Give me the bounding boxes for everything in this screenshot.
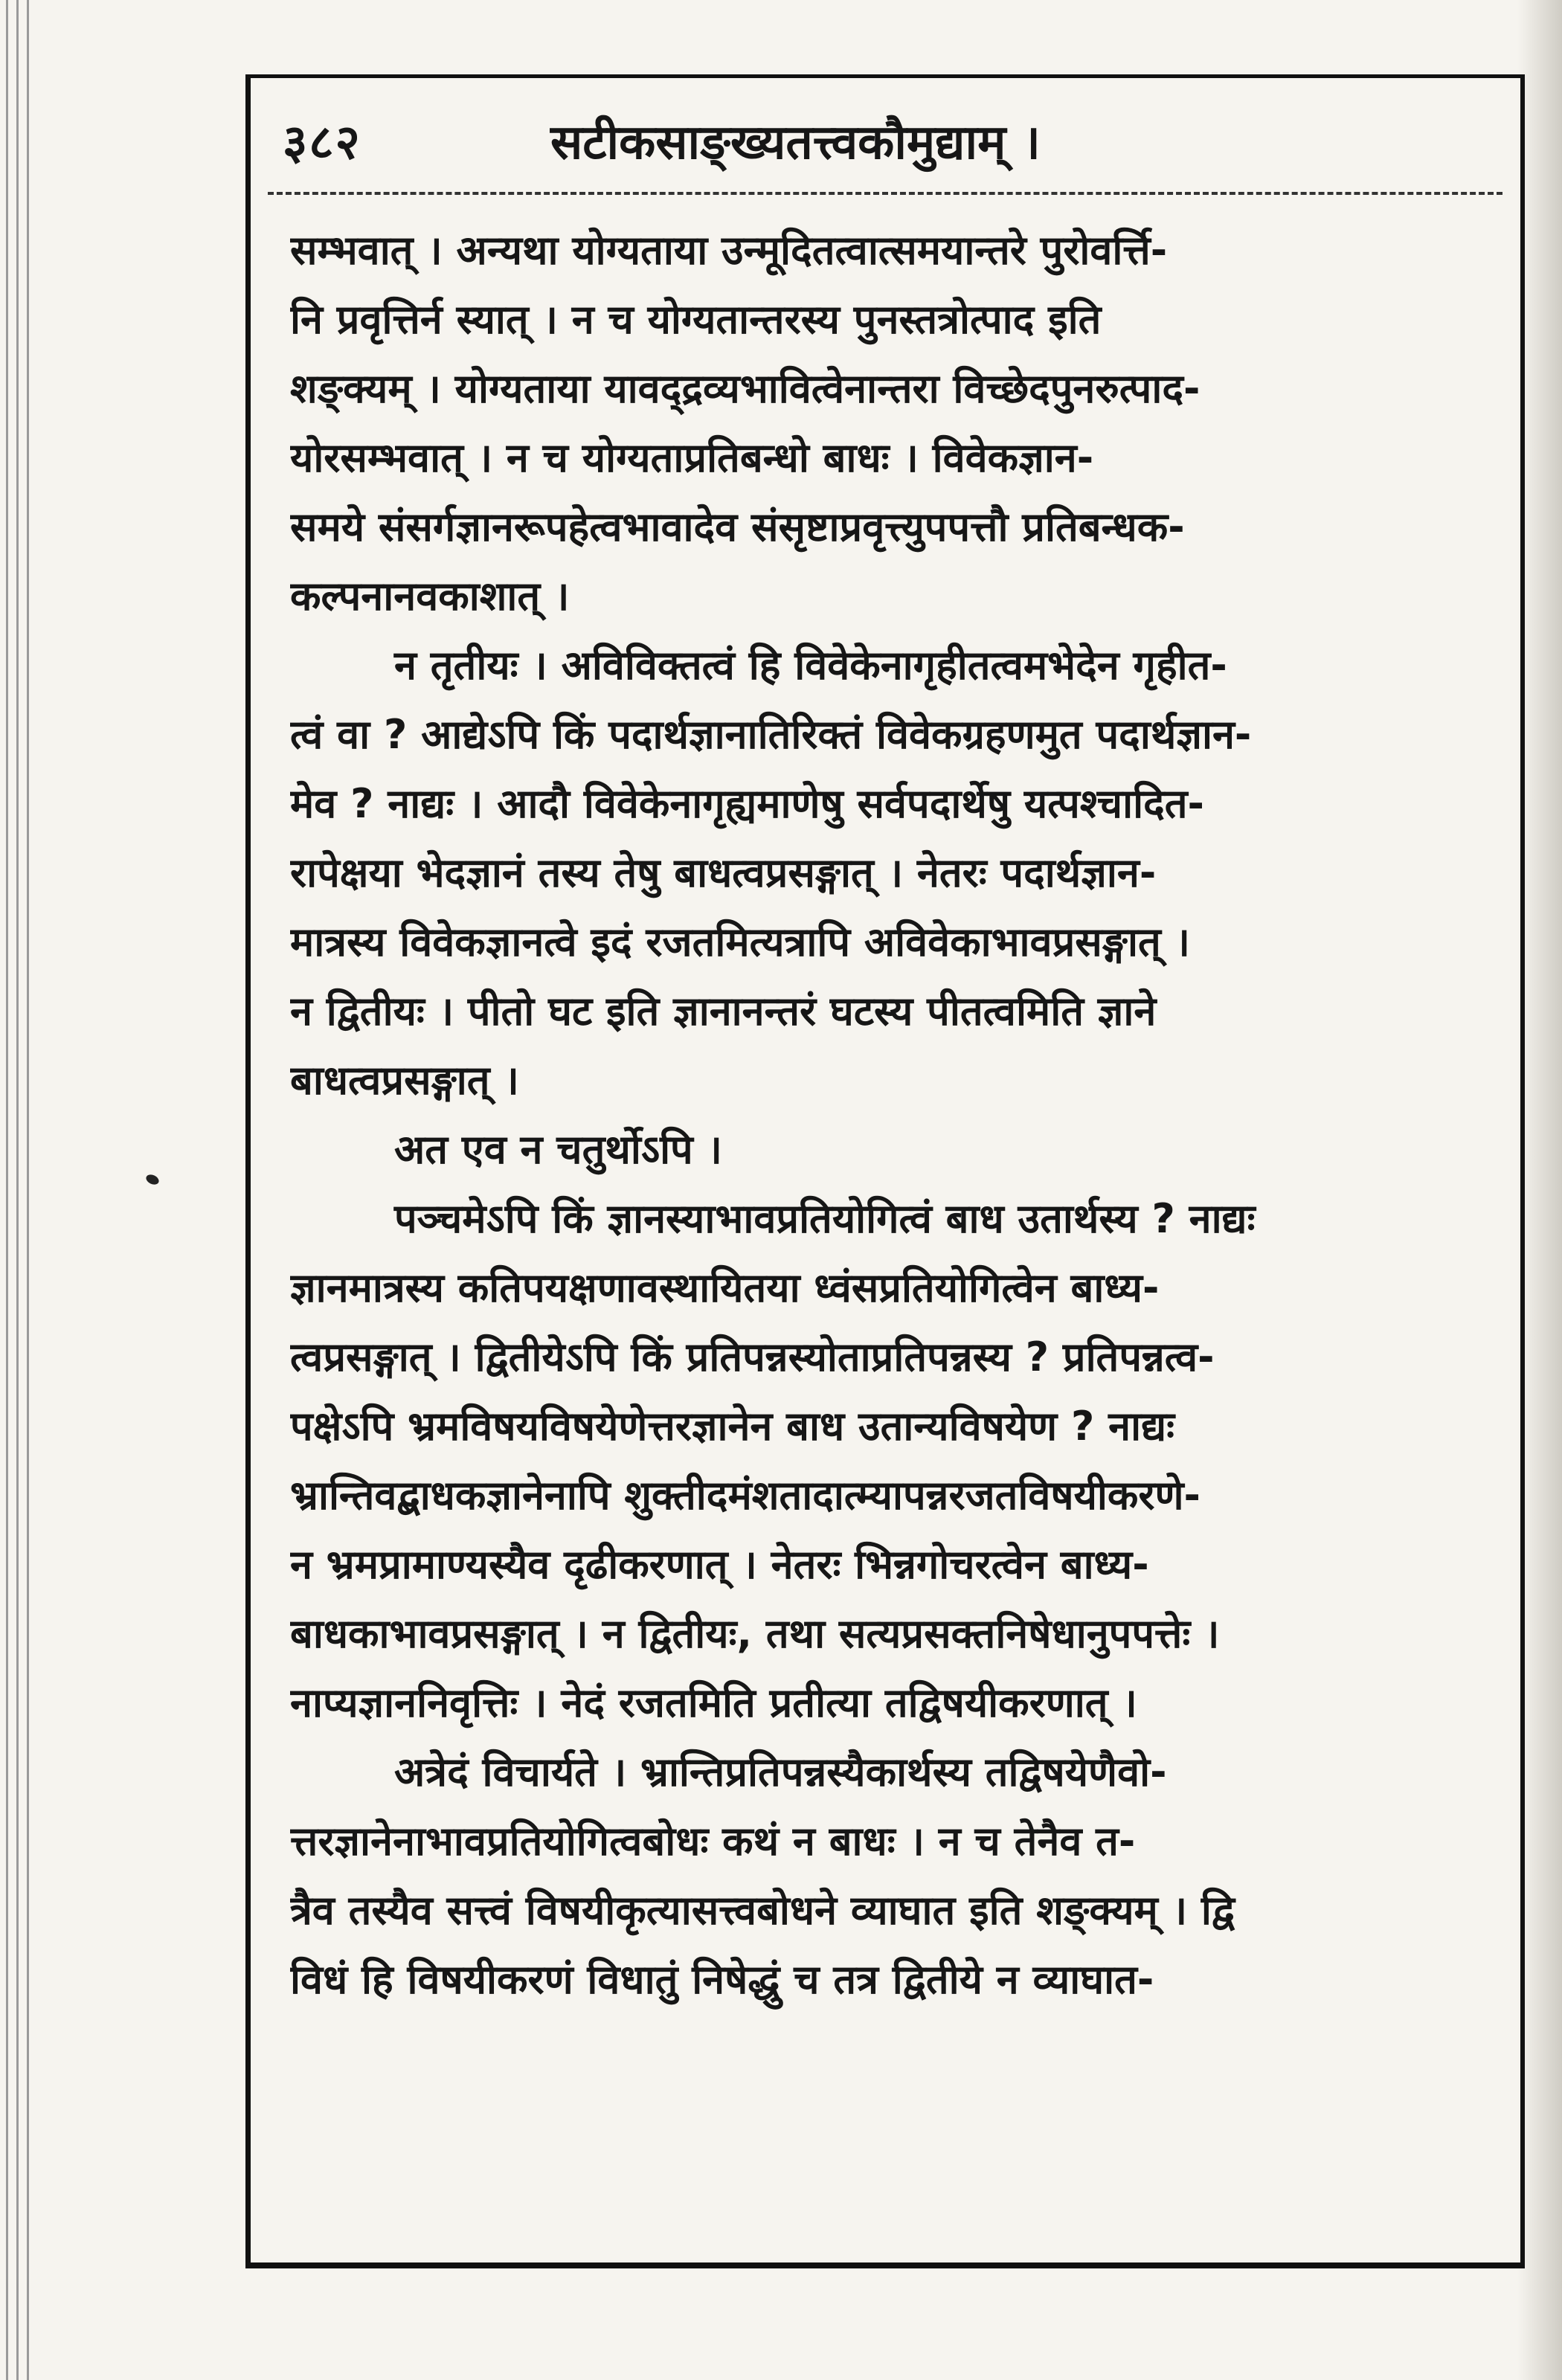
running-title: सटीकसाङ्ख्यतत्त्वकौमुद्याम् ।	[550, 115, 1041, 170]
text-line: बाधकाभावप्रसङ्गात् । न द्वितीयः, तथा सत्यप्रसक्तनिषेधानुपपत्तेः ।	[290, 1610, 1220, 1657]
text-line: न द्वितीयः । पीतो घट इति ज्ञानानन्तरं घटस्य पीतत्वमिति ज्ञाने	[290, 988, 1157, 1035]
ink-mark	[144, 1173, 160, 1186]
text-line: सम्भवात् । अन्यथा योग्यताया उन्मूदितत्वात्समयान्तरे पुरोवर्त्ति-	[290, 227, 1168, 274]
text-line: ज्ञानमात्रस्य कतिपयक्षणावस्थायितया ध्वंसप्रतियोगित्वेन बाध्य-	[290, 1264, 1160, 1311]
text-line: बाधत्वप्रसङ्गात् ।	[290, 1057, 519, 1104]
text-line: न भ्रमप्रामाण्यस्यैव दृढीकरणात् । नेतरः भिन्नगोचरत्वेन बाध्य-	[290, 1541, 1149, 1588]
text-line: रापेक्षया भेदज्ञानं तस्य तेषु बाधत्वप्रसङ्गात् । नेतरः पदार्थज्ञान-	[290, 849, 1157, 896]
page-header	[268, 100, 1502, 182]
text-line: विधं हि विषयीकरणं विधातुं निषेद्धुं च तत्र द्वितीये न व्याघात-	[290, 1956, 1154, 2003]
text-line: नाप्यज्ञाननिवृत्तिः । नेदं रजतमिति प्रतीत्या तद्विषयीकरणात् ।	[290, 1679, 1137, 1726]
paragraph-start-line: अत्रेदं विचार्यते । भ्रान्तिप्रतिपन्नस्यैकार्थस्य तद्विषयेणैवो-	[394, 1749, 1167, 1795]
text-line: भ्रान्तिवद्बाधकज्ञानेनापि शुक्तीदमंशतादात्म्यापन्नरजतविषयीकरणे-	[290, 1472, 1201, 1519]
text-line: मात्रस्य विवेकज्ञानत्वे इदं रजतमित्यत्रापि अविवेकाभावप्रसङ्गात् ।	[290, 919, 1191, 965]
text-line: शङ्क्यम् । योग्यताया यावद्द्रव्यभावित्वेनान्तरा विच्छेदपुनरुत्पाद-	[290, 365, 1201, 412]
text-line: कल्पनानवकाशात् ।	[290, 573, 570, 620]
text-line: पक्षेऽपि भ्रमविषयविषयेणेत्तरज्ञानेन बाध उतान्यविषयेण ? नाद्यः	[290, 1403, 1175, 1450]
body-text	[290, 216, 1495, 2014]
header-divider	[268, 192, 1502, 195]
text-line: त्तरज्ञानेनाभावप्रतियोगित्वबोधः कथं न बाधः । न च तेनैव त-	[290, 1818, 1136, 1865]
text-line: मेव ? नाद्यः । आदौ विवेकेनागृह्यमाणेषु सर्वपदार्थेषु यत्पश्चादित-	[290, 780, 1204, 827]
paragraph-start-line: पञ्चमेऽपि किं ज्ञानस्याभावप्रतियोगित्वं बाध उतार्थस्य ? नाद्यः	[394, 1195, 1256, 1242]
text-line: योरसम्भवात् । न च योग्यताप्रतिबन्धो बाधः । विवेकज्ञान-	[290, 434, 1094, 481]
text-line: त्वप्रसङ्गात् । द्वितीयेऽपि किं प्रतिपन्नस्योताप्रतिपन्नस्य ? प्रतिपन्नत्व-	[290, 1334, 1215, 1380]
text-line: समये संसर्गज्ञानरूपहेत्वभावादेव संसृष्टाप्रवृत्त्युपपत्तौ प्रतिबन्धक-	[290, 504, 1185, 550]
text-line: त्रैव तस्यैव सत्त्वं विषयीकृत्यासत्त्वबोधने व्याघात इति शङ्क्यम् । द्वि	[290, 1887, 1235, 1934]
text-line: त्वं वा ? आद्येऽपि किं पदार्थज्ञानातिरिक्तं विवेकग्रहणमुत पदार्थज्ञान-	[290, 711, 1252, 758]
page-number: ३८२	[283, 115, 361, 170]
paragraph-start-line: अत एव न चतुर्थोऽपि ।	[394, 1126, 722, 1173]
paragraph-start-line: न तृतीयः । अविविक्तत्वं हि विवेकेनागृहीतत्वमभेदेन गृहीत-	[394, 642, 1227, 689]
text-line: नि प्रवृत्तिर्न स्यात् । न च योग्यतान्तरस्य पुनस्तत्रोत्पाद इति	[290, 296, 1102, 343]
